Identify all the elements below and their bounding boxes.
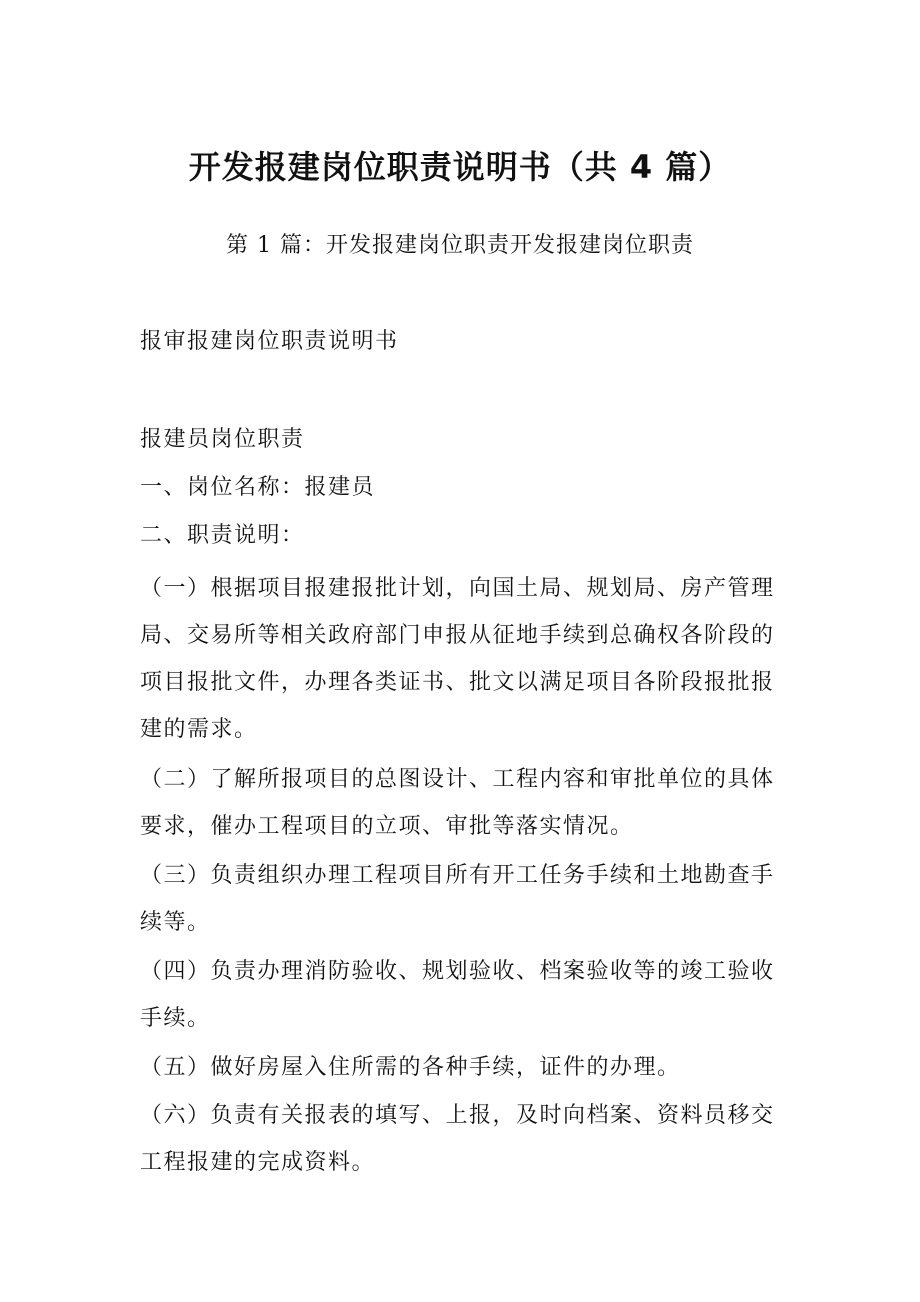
document-subtitle: 第 1 篇：开发报建岗位职责开发报建岗位职责 — [226, 233, 694, 258]
duty-item-3: （三）负责组织办理工程项目所有开工任务手续和土地勘查手续等。 — [140, 863, 775, 935]
duty-item-4: （四）负责办理消防验收、规划验收、档案验收等的竣工验收手续。 — [140, 959, 775, 1031]
section-heading: 报审报建岗位职责说明书 — [140, 329, 399, 354]
document-title: 开发报建岗位职责说明书（共 4 篇） — [188, 148, 732, 186]
role-title: 报建员岗位职责 — [140, 427, 305, 452]
duty-item-1: （一）根据项目报建报批计划，向国土局、规划局、房产管理局、交易所等相关政府部门申报从征地手续到总确权各阶段的项目报批文件，办理各类证书、批文以满足项目各阶段报批报建的需求。 — [140, 576, 775, 742]
duty-item-6: （六）负责有关报表的填写、上报，及时向档案、资料员移交工程报建的完成资料。 — [140, 1103, 775, 1175]
duty-header: 二、职责说明： — [140, 523, 305, 548]
duty-item-2: （二）了解所报项目的总图设计、工程内容和审批单位的具体要求，催办工程项目的立项、审批等落实情况。 — [140, 767, 775, 839]
duty-item-5: （五）做好房屋入住所需的各种手续，证件的办理。 — [140, 1055, 681, 1080]
position-name: 一、岗位名称：报建员 — [140, 475, 376, 500]
